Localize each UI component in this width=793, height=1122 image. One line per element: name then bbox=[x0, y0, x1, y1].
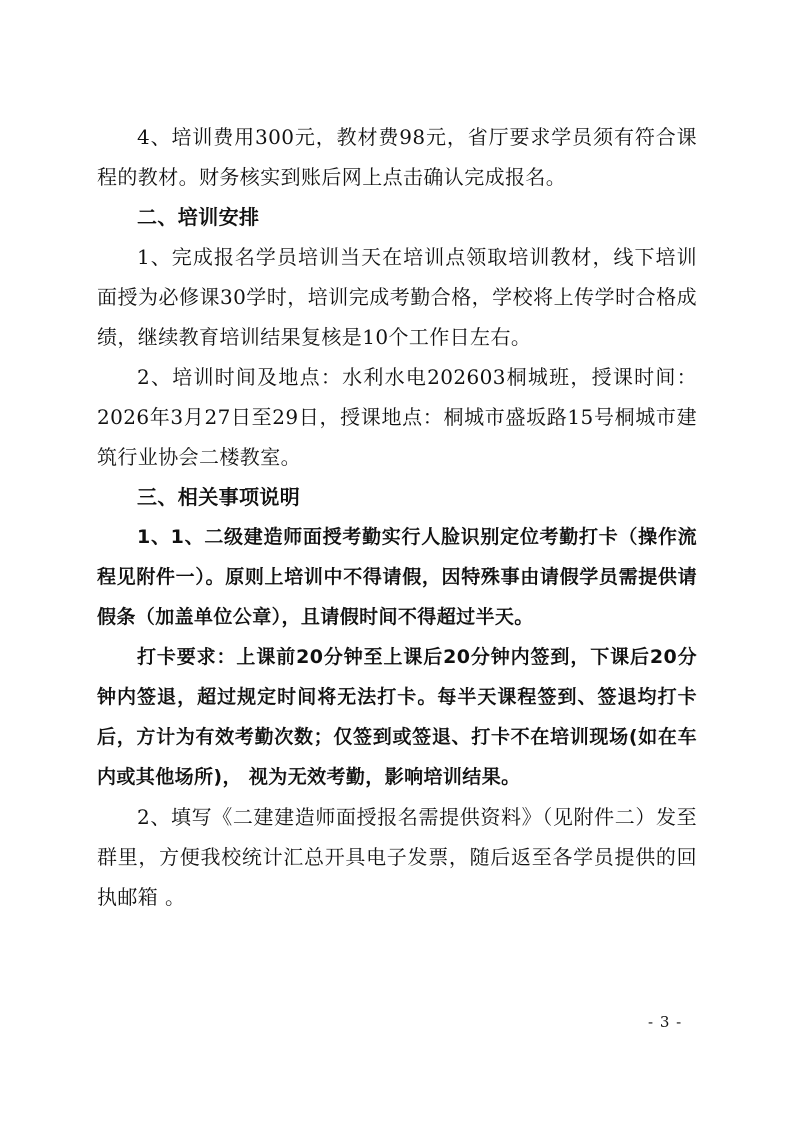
paragraph-check-in-requirements: 打卡要求：上课前20分钟至上课后20分钟内签到，下课后20分钟内签退，超过规定时间将无法打卡。每半天课程签到、签退均打卡后，方计为有效考勤次数；仅签到或签退、打卡不在培训现场(如在车内或其他场所)， 视为无效考勤，影响培训结果。 bbox=[97, 646, 697, 788]
paragraph-arrangement-1: 1、完成报名学员培训当天在培训点领取培训教材，线下培训面授为必修课30学时，培训完成考勤合格，学校将上传学时合格成绩，继续教育培训结果复核是10个工作日左右。 bbox=[97, 245, 697, 349]
page-number: - 3 - bbox=[648, 1013, 683, 1031]
section-heading-training-arrangement: 二、培训安排 bbox=[137, 205, 260, 229]
paragraph-arrangement-2: 2、培训时间及地点：水利水电202603桐城班，授课时间：2026年3月27日至29日，授课地点：桐城市盛坂路15号桐城市建筑行业协会二楼教室。 bbox=[97, 365, 697, 469]
paragraph-fill-materials: 2、填写《二建建造师面授报名需提供资料》（见附件二）发至群里，方便我校统计汇总开具电子发票，随后返至各学员提供的回执邮箱 。 bbox=[97, 805, 697, 909]
document-body bbox=[97, 117, 697, 917]
paragraph-attendance-rules: 1、1、二级建造师面授考勤实行人脸识别定位考勤打卡（操作流程见附件一）。原则上培训中不得请假，因特殊事由请假学员需提供请假条（加盖单位公章），且请假时间不得超过半天。 bbox=[97, 526, 697, 628]
paragraph-fee: 4、培训费用300元，教材费98元，省厅要求学员须有符合课程的教材。财务核实到账后网上点击确认完成报名。 bbox=[97, 125, 697, 189]
section-heading-related-notes: 三、相关事项说明 bbox=[137, 485, 301, 509]
